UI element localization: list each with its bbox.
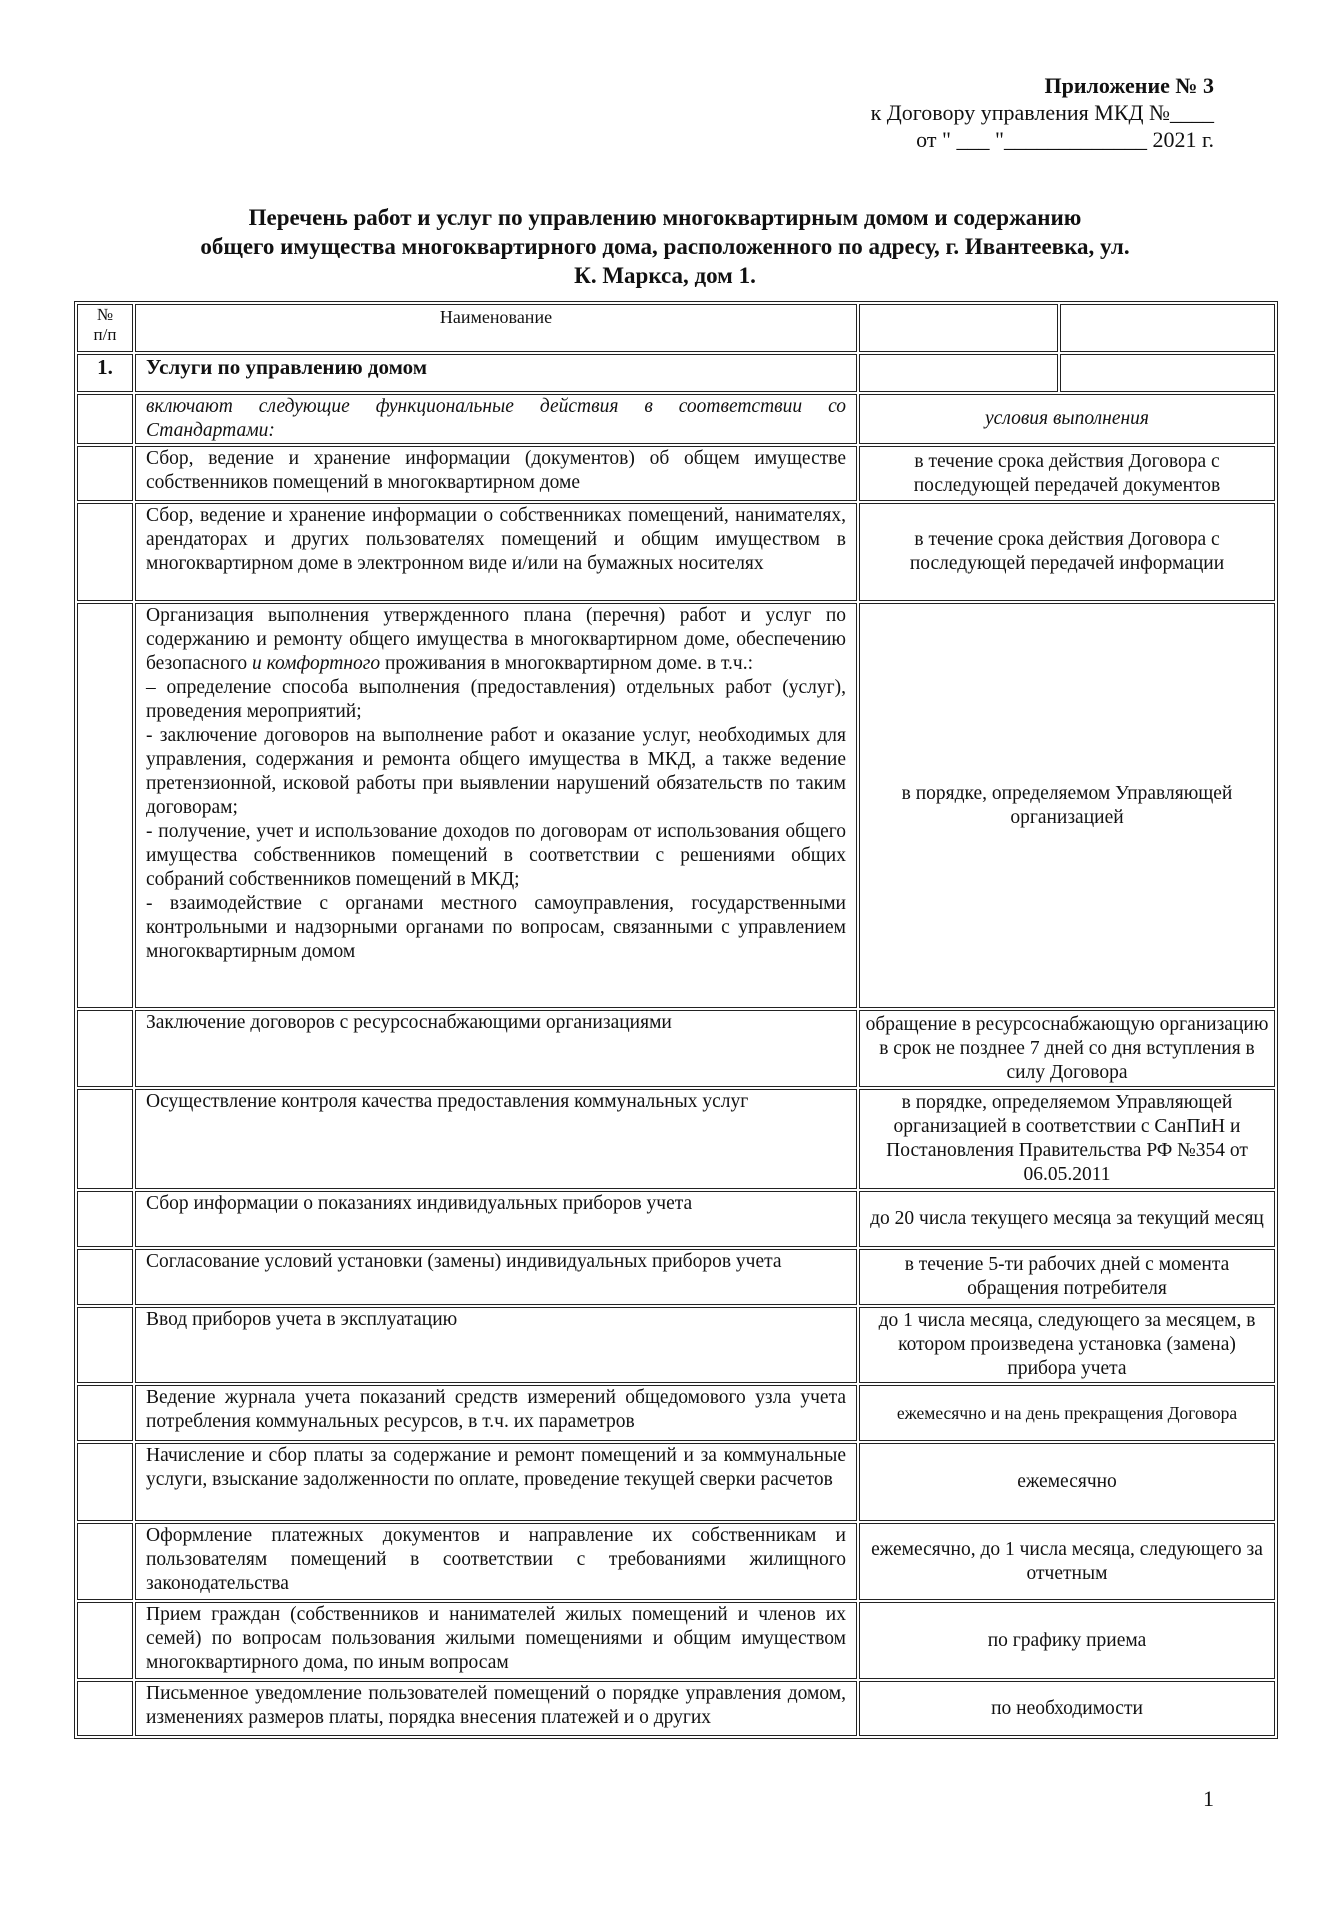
table-row [77, 1602, 1275, 1679]
column-header-name: Наименование [135, 304, 857, 352]
table-row [77, 1249, 1275, 1305]
table-row [77, 1443, 1275, 1521]
document-title [100, 203, 1230, 290]
title-line: Перечень работ и услуг по управлению многоквартирным домом и содержанию [248, 205, 1082, 230]
service-name: Организация выполнения утвержденного плана (перечня) работ и услуг по содержанию и ремонту общего имущества в многоквартирном доме, обеспечению безопасного и комфортного проживания в многоквартирном доме. в т.ч.: – определение способа выполнения (предоставления) отдельных работ (услуг), проведения мероприятий; - заключение договоров на выполнение работ и оказание услуг, необходимых для управления, содержания и ремонта общего имущества в МКД, а также ведение претензионной, исковой работы при выявлении нарушений обязательств по таким договорам; - получение, учет и использование доходов по договорам от использования общего имущества собственников помещений в соответствии с решениями общих собраний собственников помещений в МКД; - взаимодействие с органами местного самоуправления, государственными контрольными и надзорными органами по вопросам, связанными с управлением многоквартирным домом [135, 603, 857, 1008]
page-number: 1 [1203, 1786, 1214, 1811]
section-number: 1. [77, 354, 133, 392]
table-row [77, 503, 1275, 601]
table-row [77, 1681, 1275, 1736]
table-row [77, 1089, 1275, 1189]
service-condition: в течение 5-ти рабочих дней с момента обращения потребителя [859, 1249, 1275, 1305]
service-condition: в течение срока действия Договора с последующей передачей документов [859, 446, 1275, 501]
table-row [77, 603, 1275, 1008]
service-condition: по графику приема [859, 1602, 1275, 1679]
section-row [77, 354, 1275, 392]
service-condition: ежемесячно [859, 1443, 1275, 1521]
conditions-header: условия выполнения [859, 394, 1275, 444]
table-row [77, 1523, 1275, 1600]
section-title: Услуги по управлению домом [135, 354, 857, 392]
table-row [77, 446, 1275, 501]
service-name: Оформление платежных документов и направление их собственникам и пользователям помещений в соответствии с требованиями жилищного законодательства [135, 1523, 857, 1600]
empty-cell [1060, 304, 1275, 352]
table-row [77, 1191, 1275, 1247]
service-condition: в порядке, определяемом Управляющей организацией в соответствии с СанПиН и Постановления Правительства РФ №354 от 06.05.2011 [859, 1089, 1275, 1189]
table-row [77, 1385, 1275, 1441]
service-name: Заключение договоров с ресурсоснабжающими организациями [135, 1010, 857, 1087]
service-name: Сбор, ведение и хранение информации (документов) об общем имуществе собственников помещений в многоквартирном доме [135, 446, 857, 501]
service-condition: до 1 числа месяца, следующего за месяцем, в котором произведена установка (замена) прибора учета [859, 1307, 1275, 1383]
column-header-number: № п/п [77, 304, 133, 352]
empty-cell [859, 354, 1058, 392]
title-line: общего имущества многоквартирного дома, расположенного по адресу, г. Ивантеевка, ул. [200, 234, 1130, 259]
service-name: Осуществление контроля качества предоставления коммунальных услуг [135, 1089, 857, 1189]
service-name: Сбор, ведение и хранение информации о собственниках помещений, нанимателях, арендаторах и других пользователях помещений и общим имуществом в многоквартирном доме в электронном виде и/или на бумажных носителях [135, 503, 857, 601]
title-line: К. Маркса, дом 1. [574, 263, 756, 288]
service-condition: ежемесячно, до 1 числа месяца, следующего за отчетным [859, 1523, 1275, 1600]
service-name: Прием граждан (собственников и нанимателей жилых помещений и членов их семей) по вопросам пользования жилыми помещениями и общим имуществом многоквартирного дома, по иным вопросам [135, 1602, 857, 1679]
service-name: Ведение журнала учета показаний средств измерений общедомового узла учета потребления коммунальных ресурсов, в т.ч. их параметров [135, 1385, 857, 1441]
service-condition: по необходимости [859, 1681, 1275, 1736]
service-condition: до 20 числа текущего месяца за текущий месяц [859, 1191, 1275, 1247]
service-condition: обращение в ресурсоснабжающую организацию в срок не позднее 7 дней со дня вступления в силу Договора [859, 1010, 1275, 1087]
service-condition: в течение срока действия Договора с последующей передачей информации [859, 503, 1275, 601]
service-name: Начисление и сбор платы за содержание и ремонт помещений и за коммунальные услуги, взыскание задолженности по оплате, проведение текущей сверки расчетов [135, 1443, 857, 1521]
table-header-row [77, 304, 1275, 352]
service-name: Письменное уведомление пользователей помещений о порядке управления домом, изменениях размеров платы, порядка внесения платежей и о других [135, 1681, 857, 1736]
table-row [77, 1307, 1275, 1383]
service-name: Согласование условий установки (замены) индивидуальных приборов учета [135, 1249, 857, 1305]
empty-cell [77, 394, 133, 444]
intro-text: включают следующие функциональные действия в соответствии со Стандартами: [135, 394, 857, 444]
intro-row [77, 394, 1275, 444]
service-condition: в порядке, определяемом Управляющей организацией [859, 603, 1275, 1008]
service-name: Ввод приборов учета в эксплуатацию [135, 1307, 857, 1383]
contract-reference: к Договору управления МКД №____ [870, 100, 1214, 125]
table-row [77, 1010, 1275, 1087]
appendix-label: Приложение № 3 [1044, 73, 1214, 98]
empty-cell [1060, 354, 1275, 392]
empty-cell [859, 304, 1058, 352]
contract-date-line: от " ___ "_____________ 2021 г. [916, 127, 1214, 152]
services-table [74, 301, 1278, 1739]
service-name: Сбор информации о показаниях индивидуальных приборов учета [135, 1191, 857, 1247]
document-header [871, 72, 1214, 153]
service-condition: ежемесячно и на день прекращения Договора [859, 1385, 1275, 1441]
